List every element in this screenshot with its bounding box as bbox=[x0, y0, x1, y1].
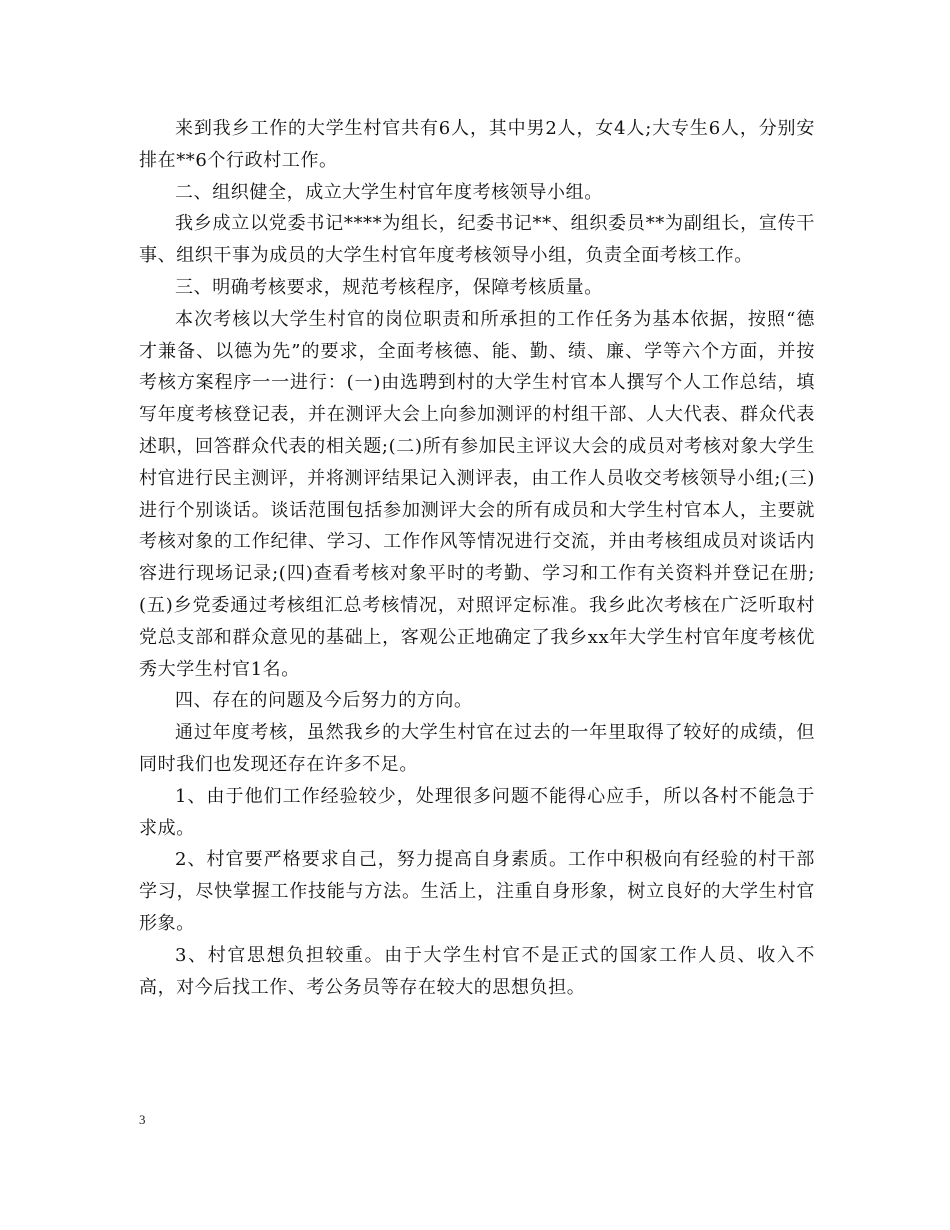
heading-problems: 四、存在的问题及今后努力的方向。 bbox=[175, 690, 473, 712]
body-text bbox=[139, 113, 815, 1003]
heading-requirements: 三、明确考核要求，规范考核程序，保障考核质量。 bbox=[175, 276, 603, 298]
paragraph-shortcomings: 通过年度考核，虽然我乡的大学生村官在过去的一年里取得了较好的成绩，但同时我们也发现还存在许多不足。 bbox=[139, 722, 815, 775]
heading-organization: 二、组织健全，成立大学生村官年度考核领导小组。 bbox=[175, 181, 603, 203]
paragraph-assessment-procedure: 本次考核以大学生村官的岗位职责和所承担的工作任务为基本依据，按照“德才兼备、以德为先”的要求，全面考核德、能、勤、绩、廉、学等六个方面，并按考核方案程序一一进行：(一)由选聘到村的大学生村官本人撰写个人工作总结，填写年度考核登记表，并在测评大会上向参加测评的村组干部、人大代表、群众代表述职，回答群众代表的相关题;(二)所有参加民主评议大会的成员对考核对象大学生村官进行民主测评，并将测评结果记入测评表，由工作人员收交考核领导小组;(三)进行个别谈话。谈话范围包括参加测评大会的所有成员和大学生村官本人，主要就考核对象的工作纪律、学习、工作作风等情况进行交流，并由考核组成员对谈话内容进行现场记录;(四)查看考核对象平时的考勤、学习和工作有关资料并登记在册;(五)乡党委通过考核组汇总考核情况，对照评定标准。我乡此次考核在广泛听取村党总支部和群众意见的基础上，客观公正地确定了我乡xx年大学生村官年度考核优秀大学生村官1名。 bbox=[139, 308, 815, 680]
list-item-2: 2、村官要严格要求自己，努力提高自身素质。工作中积极向有经验的村干部学习，尽快掌握工作技能与方法。生活上，注重自身形象，树立良好的大学生村官形象。 bbox=[139, 849, 815, 934]
list-item-3: 3、村官思想负担较重。由于大学生村官不是正式的国家工作人员、收入不高，对今后找工作、考公务员等存在较大的思想负担。 bbox=[139, 944, 815, 998]
list-item-1: 1、由于他们工作经验较少，处理很多问题不能得心应手，所以各村不能急于求成。 bbox=[139, 785, 815, 839]
paragraph-staff-overview: 来到我乡工作的大学生村官共有6人，其中男2人，女4人;大专生6人，分别安排在**6个行政村工作。 bbox=[139, 118, 815, 171]
paragraph-leadership-group: 我乡成立以党委书记****为组长，纪委书记**、组织委员**为副组长，宣传干事、组织干事为成员的大学生村官年度考核领导小组，负责全面考核工作。 bbox=[139, 213, 815, 267]
page-number: 3 bbox=[139, 1112, 146, 1127]
